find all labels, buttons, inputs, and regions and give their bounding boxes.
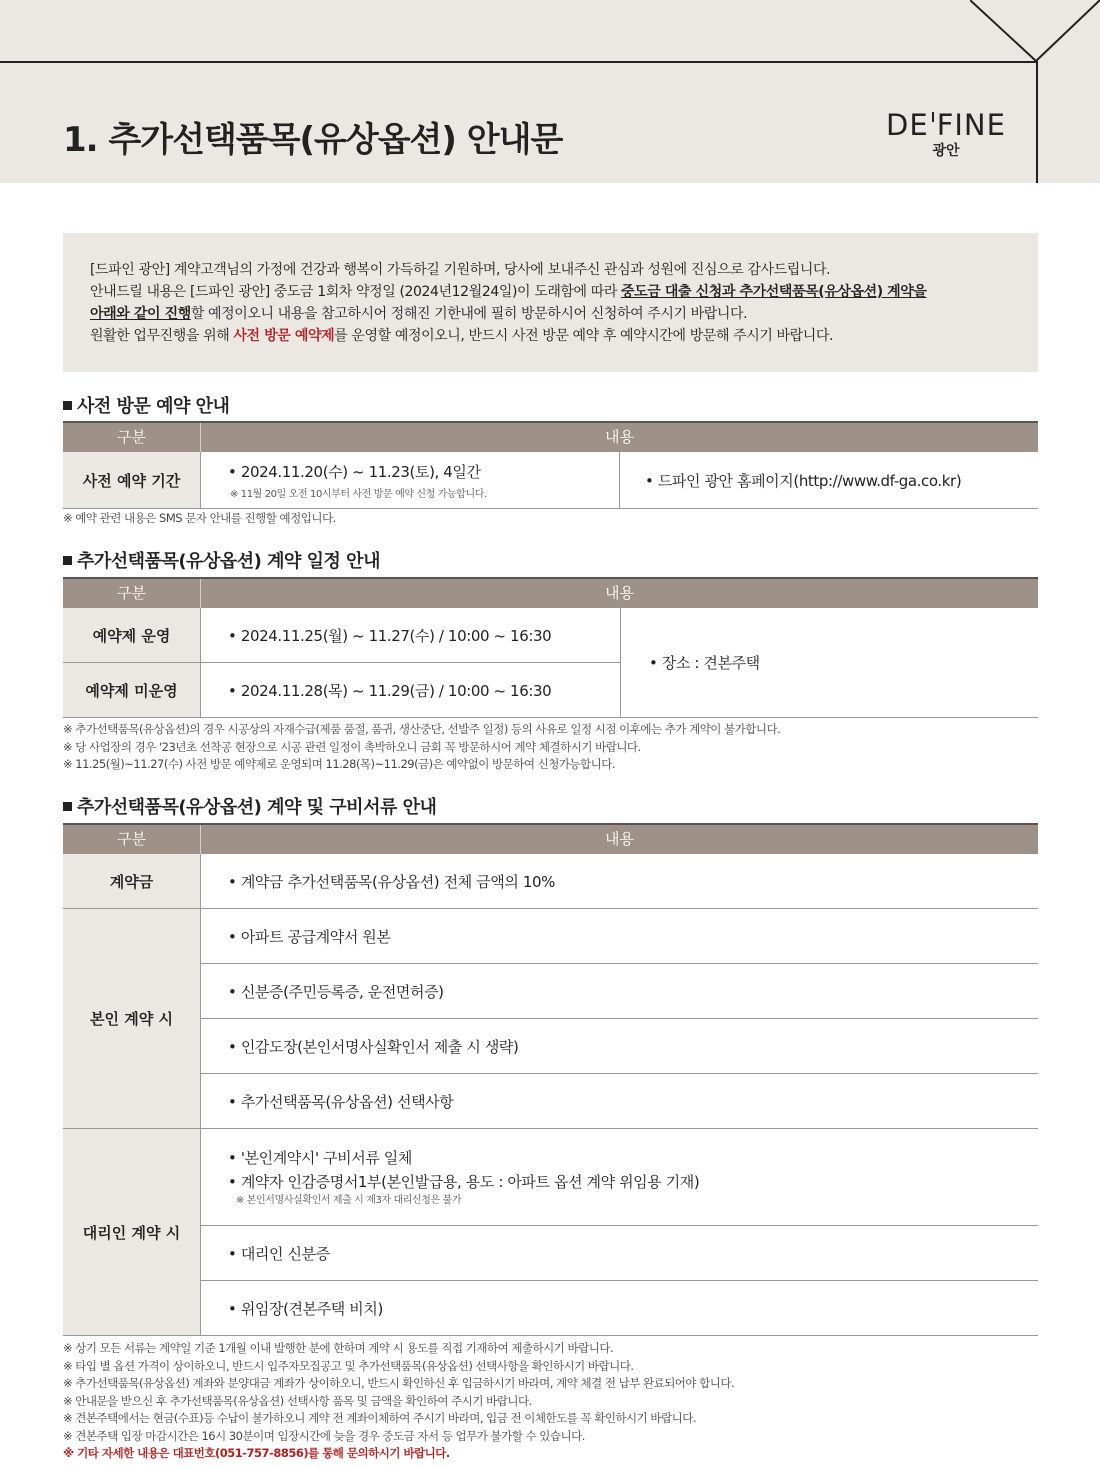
documents-note: ※ 안내문을 받으신 후 추가선택품목(유상옵션) 선택사항 품목 및 금액을 확인하여 주시기 바랍니다. [63, 1393, 532, 1408]
reservation-period-note: ※ 11월 20일 오전 10시부터 사전 방문 예약 신청 가능합니다. [230, 488, 487, 500]
reservation-period: • 2024.11.20(수) ~ 11.23(토), 4일간 [228, 462, 481, 481]
header-rule [0, 61, 1038, 63]
logo-subtitle: 광안 [932, 143, 960, 159]
brand-logo [878, 108, 1014, 160]
page-title: 1. 추가선택품목(유상옵션) 안내문 [63, 120, 563, 160]
intro-line-2: 안내드릴 내용은 [드파인 광안] 중도금 1회차 약정일 (2024년12월24일)이 도래함에 따라 중도금 대출 신청과 추가선택품목(유상옵션) 계약을 [90, 284, 927, 300]
intro-line-4: 원활한 업무진행을 위해 사전 방문 예약제를 운영할 예정이오니, 반드시 사전 방문 예약 후 예약시간에 방문해 주시기 바랍니다. [90, 328, 834, 344]
documents-table [63, 823, 1038, 1336]
square-bullet-icon [63, 401, 72, 410]
square-bullet-icon [63, 802, 72, 811]
intro-line-1: [드파인 광안] 계약고객님의 가정에 건강과 행복이 가득하길 기원하며, 당사에 보내주신 관심과 성원에 진심으로 감사드립니다. [90, 262, 831, 278]
section-title-reservation: 사전 방문 예약 안내 [63, 392, 229, 418]
section-title-schedule: 추가선택품목(유상옵션) 계약 일정 안내 [63, 547, 380, 573]
intro-line-3: 아래와 같이 진행할 예정이오니 내용을 참고하시어 정해진 기한내에 필히 방문하시어 신청하여 주시기 바랍니다. [90, 306, 748, 322]
section-title-documents: 추가선택품목(유상옵션) 계약 및 구비서류 안내 [63, 793, 436, 819]
reservation-site[interactable]: • 드파인 광안 홈페이지(http://www.df-ga.co.kr) [645, 471, 962, 490]
schedule-note: ※ 추가선택품목(유상옵션)의 경우 시공상의 자재수급(제품 품절, 품귀, 생산중단, 선발주 일정) 등의 사유로 일정 시점 이후에는 추가 계약이 불가합니다. [63, 722, 781, 736]
contact-note: ※ 기타 자세한 내용은 대표번호(051-757-8856)를 통해 문의하시기 바랍니다. [63, 1446, 450, 1460]
logo-text-left: DE [886, 108, 929, 142]
documents-note: ※ 추가선택품목(유상옵션) 계좌와 분양대금 계좌가 상이하오니, 반드시 확인하신 후 입금하시기 바라며, 계약 체결 전 납부 완료되어야 합니다. [63, 1376, 735, 1390]
documents-note: ※ 상기 모든 서류는 계약일 기준 1개월 이내 발행한 분에 한하며 계약 시 용도를 직접 기재하여 제출하시기 바랍니다. [63, 1341, 614, 1355]
list-item: • 아파트 공급계약서 원본 [201, 909, 1038, 964]
list-item: • 대리인 신분증 [201, 1226, 1038, 1281]
table-header: 구분 내용 [63, 577, 1038, 608]
intro-box [63, 233, 1038, 372]
documents-note: ※ 타입 별 옵션 가격이 상이하오니, 반드시 입주자모집공고 및 추가선택품목(유상옵션) 선택사항을 확인하시기 바랍니다. [63, 1358, 634, 1373]
list-item: • 위임장(견본주택 비치) [228, 1299, 383, 1318]
schedule-table [63, 577, 1038, 718]
table-row-group: 대리인 계약 시 • '본인계약시' 구비서류 일체 • 계약자 인감증명서1부(본인발급용, 용도 : 아파트 옵션 계약 위임용 기재) ※ 본인서명사실확인서 제출 시 제3자 대리신청은 불가 • 대리인 신분증 • 위임장(견본주택 비치) [63, 1129, 1038, 1336]
table-row-group: 본인 계약 시 • 아파트 공급계약서 원본 • 신분증(주민등록증, 운전면허증) • 인감도장(본인서명사실확인서 제출 시 생략) • 추가선택품목(유상옵션) 선택사항 [63, 909, 1038, 1129]
corner-decoration [970, 0, 1100, 62]
schedule-place: • 장소 : 견본주택 [649, 654, 760, 672]
logo-text-right: FINE [936, 108, 1006, 142]
list-item: • 추가선택품목(유상옵션) 선택사항 [228, 1092, 454, 1111]
table-header: 구분 내용 [63, 421, 1038, 452]
documents-note: ※ 견본주택 입장 마감시간은 16시 30분이며 입장시간에 늦을 경우 중도금 자서 등 업무가 불가할 수 있습니다. [63, 1428, 585, 1443]
documents-note: ※ 견본주택에서는 현금(수표)등 수납이 불가하오니 계약 전 계좌이체하여 주시기 바라며, 입금 전 이체한도를 꼭 확인하시기 바랍니다. [63, 1411, 697, 1425]
list-item: • 신분증(주민등록증, 운전면허증) [201, 964, 1038, 1019]
header-vertical-rule [1036, 61, 1038, 183]
reservation-note: ※ 예약 관련 내용은 SMS 문자 안내를 진행할 예정입니다. [63, 511, 336, 525]
list-item: • '본인계약시' 구비서류 일체 • 계약자 인감증명서1부(본인발급용, 용도 : 아파트 옵션 계약 위임용 기재) ※ 본인서명사실확인서 제출 시 제3자 대리신청은 불가 [201, 1129, 1038, 1226]
page-header [0, 0, 1100, 183]
reservation-table [63, 421, 1038, 509]
square-bullet-icon [63, 556, 72, 565]
table-row: 예약제 운영 • 2024.11.25(월) ~ 11.27(수) / 10:00 ~ 16:30 [63, 608, 620, 663]
schedule-note: ※ 11.25(월)~11.27(수) 사전 방문 예약제로 운영되며 11.28(목)~11.29(금)은 예약없이 방문하여 신청가능합니다. [63, 757, 616, 771]
table-header: 구분 내용 [63, 823, 1038, 854]
table-row: 계약금 • 계약금 추가선택품목(유상옵션) 전체 금액의 10% [63, 854, 1038, 909]
schedule-note: ※ 당 사업장의 경우 '23년초 선착공 현장으로 시공 관련 일정이 촉박하오니 금회 꼭 방문하시어 계약 체결하시기 바랍니다. [63, 739, 641, 754]
list-item: • 인감도장(본인서명사실확인서 제출 시 생략) [201, 1019, 1038, 1074]
table-row: 예약제 미운영 • 2024.11.28(목) ~ 11.29(금) / 10:00 ~ 16:30 [63, 663, 620, 717]
table-row: 사전 예약 기간 • 2024.11.20(수) ~ 11.23(토), 4일간 ※ 11월 20일 오전 10시부터 사전 방문 예약 신청 가능합니다. • 드파인 광안 홈페이지(http://www.df-ga.co.kr) [63, 452, 1038, 509]
